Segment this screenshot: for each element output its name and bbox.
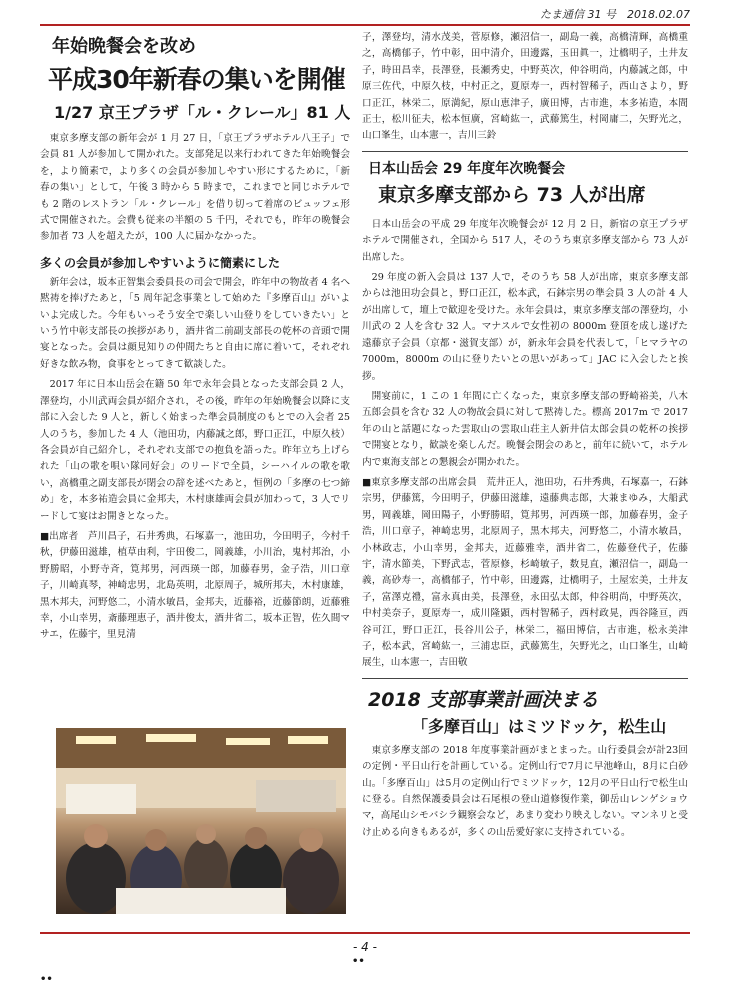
article2-paragraph: 開宴前に，1 この 1 年間に亡くなった，東京多摩支部の野崎裕美，八木五郎会員を含む 32 人の物故会員に対して黙祷した。標高 2017m で 2017 年の山と話題になった雲取山の雲取山荘主人新井信太郎会員の乾杯の挨拶で開宴となり，歓談を楽しんだ。晩餐会閉会のあと，前年に続いて，ホテル内で東海支部との懇親会が開かれた。 <box>362 390 688 468</box>
article1-subhead: 多くの会員が参加しやすいように簡素にした <box>40 255 281 270</box>
article2-kicker: 日本山岳会 29 年度年次晩餐会 <box>368 160 566 177</box>
page-header: たま通信 31 号 2018.02.07 <box>540 8 690 21</box>
article1-paragraph: 東京多摩支部の新年会が 1 月 27 日，「京王プラザホテル八王子」で会員 81 人が参加して開かれた。支部発足以来行われてきた年始晩餐会を，より簡素で，より多くの会員が参加しやすい形にするために，「新春の集い」として，午後 3 時から 5 時まで，これまでと同じホテルでも 2 階のレストラン「ル・クレール」を借り切って着席のビュッフェ形式で開催された。会費も従来の半額の 5 千円，それでも，昨年の晩餐会参加者 73 人を超えたが，100 人に届かなかった。 <box>40 133 350 243</box>
article2-paragraph: 29 年度の新入会員は 137 人で，そのうち 58 人が出席，東京多摩支部からは池田功会員と，野口正江，松本武，石鉢宗男の準会員 3 人の計 4 人が出席して，壇上で歓迎を受けた。永年会員は，東京多摩支部の澤登均，小川武の 2 人を含む 32 人。マナスルで女性初の 8000m 登頂を成し遂げた遠藤京子会員（京都・滋賀支部）が，新永年会員を代表して，「ヒマラヤの 7000m，8000m の山に登りたいとの思いがあって」JAC に入会したと挨拶。 <box>362 272 688 382</box>
article3-paragraph: 東京多摩支部の 2018 年度事業計画がまとまった。山行委員会が計23回の定例・平日山行を計画している。定例山行で7月に早池峰山，8月に白砂山。「多摩百山」は5月の定例山行でミツドッケ，12月の平日山行で松生山に登る。自然保護委員会は石尾根の登山道修復作業，御岳山レンゲショウマ，高尾山シモバシラ観察会など，あまり変わり映えしない。マンネリと受け止める向きもあるが，多くの山岳愛好家に支持されている。 <box>362 744 688 838</box>
dot-mark: •• <box>40 974 53 985</box>
article1-paragraph: 新年会は，坂本正智集会委員長の司会で開会，昨年中の物故者 4 名へ黙祷を捧げたあと，「5 周年記念事業として始めた『多摩百山』がいよいよ完成した。今年もいっそう安全で楽しい山登りをしていきたい」という竹中彰支部長の挨拶があり，酒井省二前副支部長の乾杯の音頭で開宴となった。会員は顔見知りの仲間たちと自由に席に着いて，それぞれ好きな飲み物，食事をとってきて歓談した。 <box>40 276 350 370</box>
footer-rule <box>40 932 690 934</box>
right-column <box>362 30 688 890</box>
header-rule <box>40 24 690 26</box>
article1-attendee-list: ■出席者 芦川昌子，石井秀典，石塚嘉一，池田功，今田明子，今村千秋，伊藤田滋雄，植草由利，宇田俊二，岡義雄，小川治，鬼村邦治，小野勝昭，小野寺斉，筧邦男，河西瑛一郎，加藤春男，金子浩，川口章子，川崎真琴，神崎忠男，北島英明，北原周子，城所邦夫，木村康雄，黒木邦夫，河野悠二，小清水敏昌，金邦夫，近藤裕，近藤節朗，近藤雅幸，小山幸男，斎藤理恵子，酒井俊太，酒井省二，坂本正智，佐久間マサエ，佐藤宇，里見清 <box>40 530 350 641</box>
dot-mark: •• <box>352 956 365 967</box>
banquet-photo-illustration <box>56 728 346 914</box>
article3-headline: 2018 支部事業計画決まる <box>368 688 599 711</box>
article1-paragraph: 2017 年に日本山岳会在籍 50 年で永年会員となった支部会員 2 人，澤登均，小川武両会員が紹介され，その後，昨年の年始晩餐会以降に支部に入会した 9 人と，新しく始まった準会員制度のもとでの入会者 25 人のうち，参加した 4 人（池田功，内藤誠之郎，野口正江，中原久枝）各会員が自己紹介し，それぞれ支部での抱負を語った。昨年立ち上げられた「山の歌を唄い隊同好会」のリードで全員，シーハイルの歌を歌い，高橋重之副支部長が閉会の辞を述べたあと，恒例の「多摩の七つ締め」を，本多祐造会員に金邦夫，木村康雄両会員が加わって，3 人でリードして宴はお開きとなった。 <box>40 379 350 522</box>
article3-subheadline: 「多摩百山」はミツドッケ，松生山 <box>412 716 667 736</box>
article1-kicker: 年始晩餐会を改め <box>52 36 196 57</box>
article1-headline: 平成30年新春の集いを開催 <box>48 65 345 94</box>
article1-attendee-list-continued: 子，澤登均，清水茂美，菅原修，瀬沼信一，副島一義，高橋清輝，高橋重之，高橋郁子，竹中彰，田中清介，田邊露，玉田眞一，辻橋明子，土井友子，時田昌幸，長澤登，長瀬秀史，中野英次，仲谷明尚，内藤誠之郎，中原三佐代，中原久枝，中村正之，夏原寿一，西村智稀子，西山さより，野口正江，林栄二，原満紀，原山恵津子，廣田博，古市進，本多祐造，本間正士，松川征夫，松本恒廣，宮崎紘一，武藤篤生，村岡庸二，矢野光之，山口峯生，山本憲一，吉川三鈴 <box>362 32 688 142</box>
article2-headline: 東京多摩支部から 73 人が出席 <box>378 183 646 206</box>
article1-subtitle: 1/27 京王プラザ「ル・クレール」81 人 <box>54 103 350 122</box>
banquet-photo <box>56 728 346 914</box>
section-divider <box>362 151 688 152</box>
left-column <box>40 30 350 720</box>
section-divider <box>362 678 688 679</box>
article2-paragraph: 日本山岳会の平成 29 年度年次晩餐会が 12 月 2 日，新宿の京王プラザホテルで開催され，全国から 517 人，そのうち東京多摩支部から 73 人が出席した。 <box>362 218 688 263</box>
article2-attendee-list: ■東京多摩支部の出席会員 荒井正人，池田功，石井秀典，石塚嘉一，石鉢宗男，伊藤篤，今田明子，伊藤田滋雄，遠藤典志郎，大兼まゆみ，大船武男，岡義雄，岡田陽子，小野勝昭，筧邦男，河西瑛一郎，加藤春男，金子浩，川口章子，神崎忠男，北原周子，黒木邦夫，河野悠二，小清水敏昌，小林政志，小山幸男，金邦夫，近藤雅幸，酒井省二，佐藤登代子，佐藤宇，清水節美，下野武志，菅原修，杉崎敏子，数見直，瀬沼信一，副島一義，高砂寿一，高橋郁子，竹中彰，田邊露，辻橋明子，土屋宏美，土井友子，富澤克禮，富永真由美，長澤登，永田弘太郎，仲谷明尚，中野英次，中村美奈子，夏原寿一，成川隆顕，西村智稀子，西村政晃，西谷隆亘，西谷可江，野口正江，長谷川公子，林栄二，福田博信，古市進，松永美津子，松本武，宮崎紘一，三浦忠臣，武藤篤生，矢野光之，山口峯生，山崎展生，山本憲一，吉田敬 <box>362 476 688 669</box>
page-number: - 4 - <box>353 940 377 954</box>
